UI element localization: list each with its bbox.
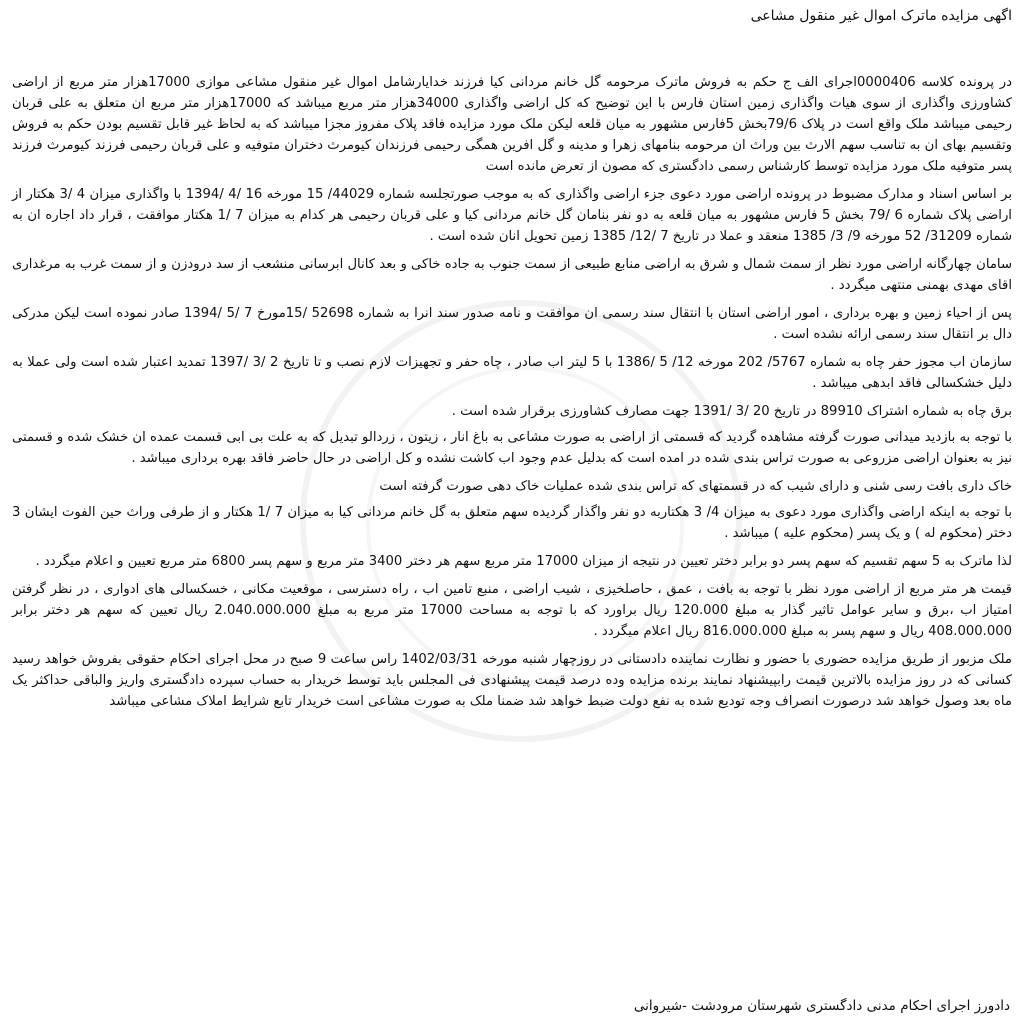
paragraph-shares: لذا ماترک به 5 سهم تقسیم که سهم پسر دو برابر دختر تعیین در نتیجه از میزان 17000 متر مربع سهم هر دختر 3400 متر مربع و سهم پسر 6800 متر مربع تعیین و اعلام میگردد . — [35, 554, 1012, 569]
notice-body — [12, 72, 1012, 712]
notice-title: اگهی مزایده ماترک اموال غیر منقول مشاعی — [750, 8, 1012, 24]
paragraph-valuation: قیمت هر متر مربع از اراضی مورد نظر با توجه به بافت ، عمق ، حاصلخیزی ، شیب اراضی ، منبع تامین اب ، راه دسترسی ، موقعیت مکانی ، خسکسالی های ادواری ، در نظر گرفتن امتیاز اب ،برق و سایر عوامل تاثیر گذار به مبلغ 120.000 ریال براورد که با توجه به مساحت 17000 متر مربع به مبلغ 2.040.000.000 ریال تعیین که سهم هر دختر برابر 408.000.000 ریال و سهم پسر به مبلغ 816.000.000 ریال اعلام میگردد . — [12, 582, 1012, 639]
paragraph-heirs: با توجه به اینکه اراضی واگذاری مورد دعوی به میزان 4/ 3 هکتاربه دو نفر واگذار گردیده سهم متعلق به گل خانم مردانی کیا به میزان 7 /1 هکتار و از طرفی وراث حین الفوت ایشان 3 دختر (محکوم له ) و یک پسر (محکوم علیه ) میباشد . — [12, 505, 1012, 541]
paragraph-documents: بر اساس اسناد و مدارک مضبوط در پرونده اراضی مورد دعوی جزء اراضی واگذاری که به موجب صورتجلسه شماره 44029/ 15 مورخه 16 /4 /1394 با واگذاری میزان 4 /3 هکتار از اراضی پلاک شماره 6 /79 بخش 5 فارس مشهور به میان قلعه به دو نفر بنامان گل خانم مردانی کیا و علی قربان رحیمی هر کدام به میزان 7 /1 هکتار موافقت ، قرار داد اجاره ان به شماره 31209/ 52 مورخه 9/ 3/ 1385 منعقد و عملا در تاریخ 7 /12/ 1385 زمین تحویل انان شده است . — [12, 187, 1013, 244]
paragraph-soil: خاک داری بافت رسی شنی و دارای شیب که در قسمتهای که تراس بندی شده عملیات خاک دهی صورت گرفته است — [379, 479, 1012, 494]
paragraph-water-permit: سازمان اب مجوز حفر چاه به شماره 5767/ 202 مورخه 12/ 5 /1386 با 5 لیتر اب صادر ، چاه حفر و تجهیزات لازم نصب و تا تاریخ 2 /3 /1397 تمدید اعتبار شده است ولی عملا به دلیل خشکسالی فاقد ابدهی میباشد . — [12, 355, 1012, 391]
signature-line: دادورز اجرای احکام مدنی دادگستری شهرستان مرودشت -شیروانی — [633, 998, 1010, 1014]
paragraph-land-affairs: پس از احیاء زمین و بهره برداری ، امور اراضی استان با انتقال سند رسمی ان موافقت و نامه صدور سند انرا به شماره 52698 /15مورخ 7 /5 /1394 صادر نموده است لیکن مدرکی دال بر انتقال سند رسمی ارائه نشده است . — [12, 306, 1012, 342]
paragraph-field-visit: با توجه به بازدید میدانی صورت گرفته مشاهده گردید که قسمتی از اراضی به صورت مشاعی به باغ انار ، زیتون ، زردالو تبدیل که به علت بی ابی قسمت عمده ان خشک شده و قسمتی نیز به بعنوان اراضی مزروعی به صورت تراس بندی شده در امده است که بدلیل عدم وجود اب کاشت نشده و کل اراضی در حال حاضر فاقد بهره برداری میباشد . — [12, 430, 1012, 466]
paragraph-auction-terms: ملک مزبور از طریق مزایده حضوری با حضور و نظارت نماینده دادستانی در روزچهار شنبه مورخه 1402/03/31 راس ساعت 9 صبح در محل اجرای احکام حقوقی بفروش خواهد رسید کسانی که در روز مزایده بالاترین قیمت رابپیشنهاد نمایند برنده مزایده وده درصد قیمت پیشنهادی فی المجلس باید توسط خریدار به حساب سپرده دادگستری واریز والباقی حداکثر یک ماه بعد وصول خواهد شد درصورت انصراف وجه تودیع شده به نفع دولت ضبط خواهد شد ضمنا ملک به صورت مشاعی است خریدار تابع شرایط املاک مشاعی میباشد — [12, 652, 1012, 709]
paragraph-electricity: برق چاه به شماره اشتراک 89910 در تاریخ 20 /3 /1391 جهت مصارف کشاورزی برقرار شده است . — [451, 404, 1012, 419]
paragraph-case-description: در پرونده کلاسه 0000406اجرای الف ج حکم به فروش ماترک مرحومه گل خانم مردانی کیا فرزند خدایارشامل اموال غیر منقول مشاعی موازی 17000هزار متر مربع از اراضی کشاورزی واگذاری از سوی هیات واگذاری زمین استان فارس با این توضیح که کل اراضی واگذاری 34000هزار متر مربع میباشد که 17000هزار متر مربع ان متعلق به علی قربان رحیمی میباشد ملک واقع است در پلاک 79/6بخش 5فارس مشهور به میان قلعه لیکن ملک مورد مزایده فاقد پلاک مفروز مجزا میباشد که به لحاظ غیر قابل تقسیم بودن حکم به فروش وتقسیم بهای ان به تناسب سهم الارث بین وراث ان مرحومه بنامهای زهرا و مدینه و گل افرین همگی رحیمی فرزندان کیومرث دختران متوفیه و علی قربان رحیمی فرزند کیومرث فرزند پسر متوفیه ملک مورد مزایده توسط کارشناس رسمی دادگستری که مصون از تعرض مانده است — [12, 75, 1012, 174]
paragraph-boundaries: سامان چهارگانه اراضی مورد نظر از سمت شمال و شرق به اراضی منابع طبیعی از سمت جنوب به جاده خاکی و بعد کانال ابرسانی منشعب از سد درودزن و از سمت غرب به مرغداری اقای مهدی بهمنی منتهی میگردد . — [12, 257, 1012, 293]
